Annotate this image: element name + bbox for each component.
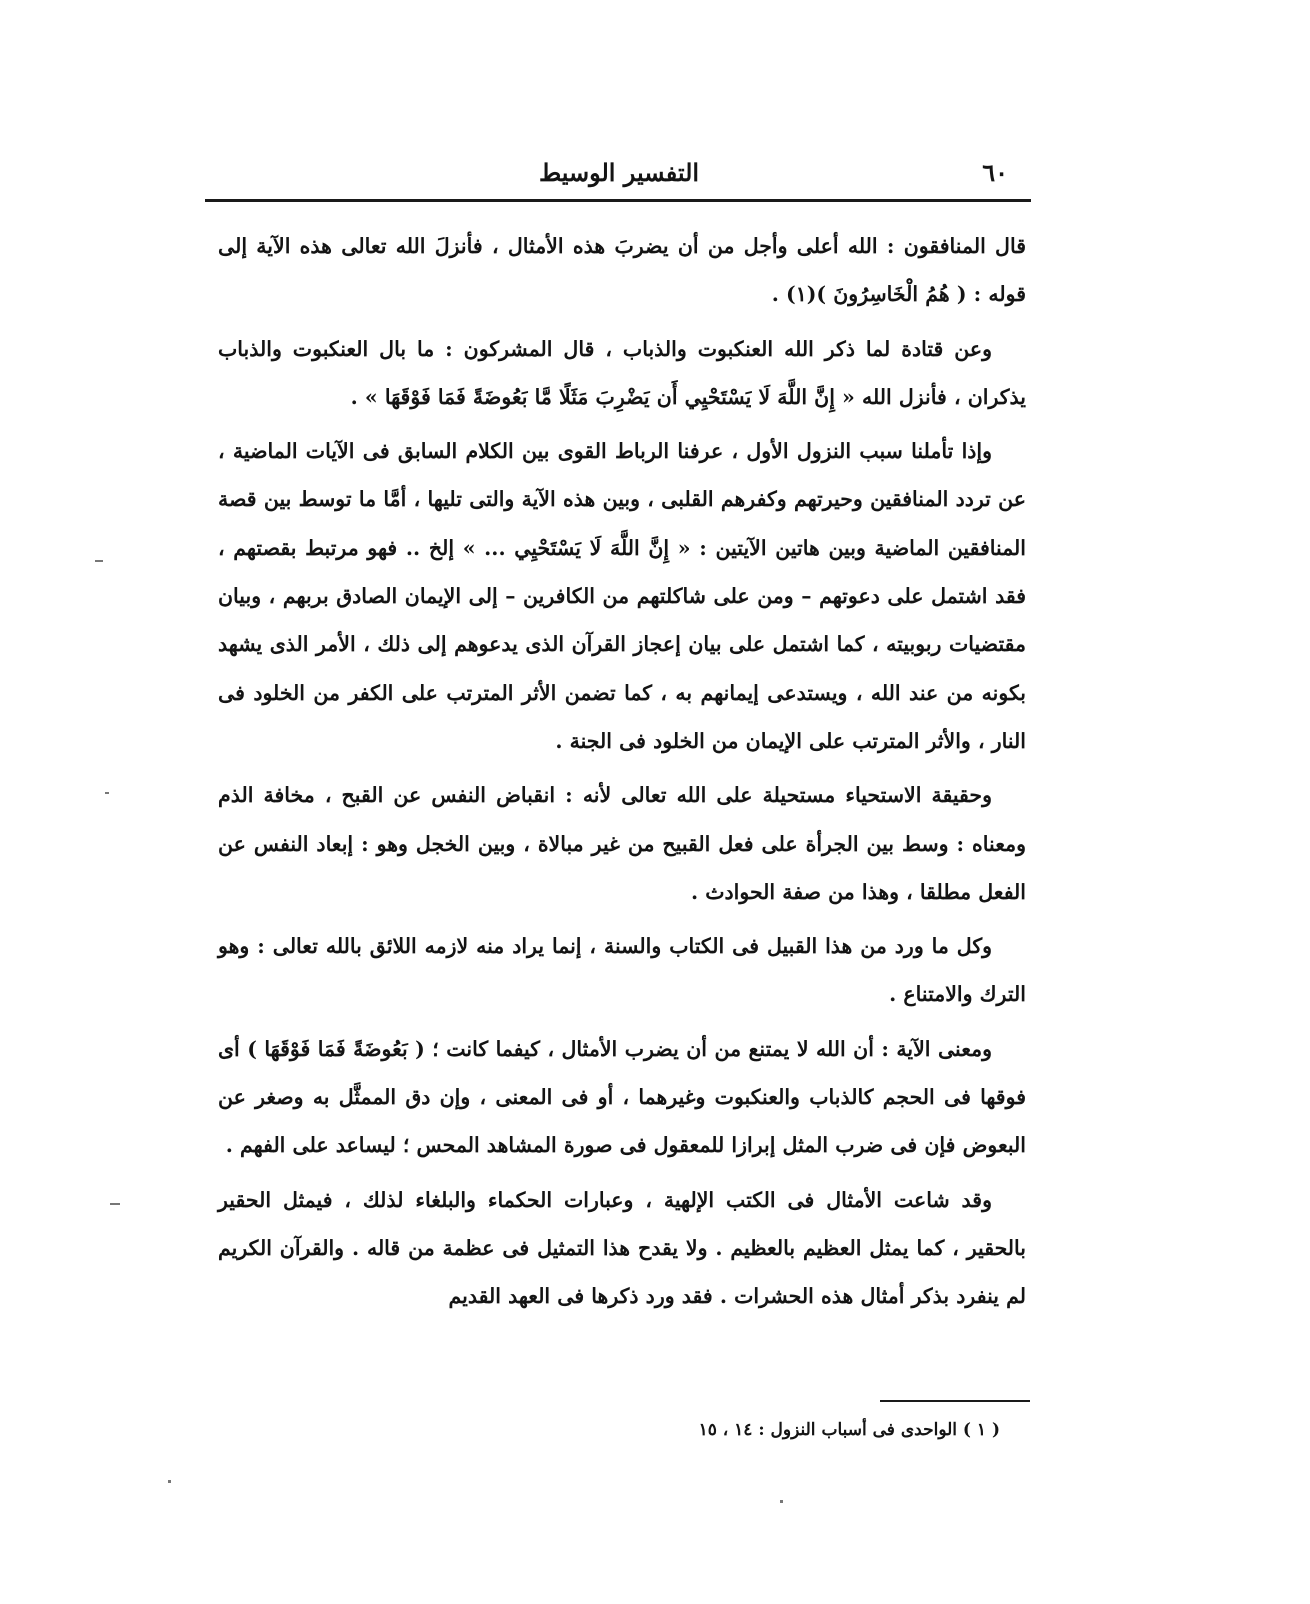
page-header — [210, 158, 1028, 198]
running-title: التفسير الوسيط — [538, 158, 700, 187]
scan-speck — [110, 1203, 120, 1205]
footnote-rule — [880, 1400, 1030, 1402]
scan-speck — [95, 560, 103, 562]
header-rule — [205, 199, 1031, 202]
paragraph: ومعنى الآية : أن الله لا يمتنع من أن يضرب الأمثال ، كيفما كانت ؛ ( بَعُوضَةً فَمَا فَوْقَهَا ) أى فوقها فى الحجم كالذباب والعنكبوت وغيرهما ، أو فى المعنى ، وإن دق الممثَّل به وصغر عن البعوض فإن فى ضرب المثل إبرازا للمعقول فى صورة المشاهد المحس ؛ ليساعد على الفهم . — [218, 1036, 1026, 1158]
scan-speck — [105, 792, 109, 794]
paragraph: وكل ما ورد من هذا القبيل فى الكتاب والسنة ، إنما يراد منه لازمه اللائق بالله تعالى : وهو الترك والامتناع . — [218, 934, 1026, 1007]
scan-speck — [168, 1480, 171, 1483]
paragraph: وقد شاعت الأمثال فى الكتب الإلهية ، وعبارات الحكماء والبلغاء لذلك ، فيمثل الحقير بالحقير ، كما يمثل العظيم بالعظيم . ولا يقدح هذا التمثيل فى عظمة من قاله . والقرآن الكريم لم ينفرد بذكر أمثال هذه الحشرات . فقد ورد ذكرها فى العهد القديم — [218, 1187, 1026, 1309]
paragraph: وإذا تأملنا سبب النزول الأول ، عرفنا الرباط القوى بين الكلام السابق فى الآيات الماضية ، عن تردد المنافقين وحيرتهم وكفرهم القلبى ، وبين هذه الآية والتى تليها ، أمَّا ما توسط بين قصة المنافقين الماضية وبين هاتين الآيتين : « إِنَّ اللَّهَ لَا يَسْتَحْيِي ... » إلخ .. فهو مرتبط بقصتهم ، فقد اشتمل على دعوتهم – ومن على شاكلتهم من الكافرين – إلى الإيمان الصادق بربهم ، وبيان مقتضيات ربوبيته ، كما اشتمل على بيان إعجاز القرآن الذى يدعوهم إلى ذلك ، الأمر الذى يشهد بكونه من عند الله ، ويستدعى إيمانهم به ، كما تضمن الأثر المترتب على الكفر من الخلود فى النار ، والأثر المترتب على الإيمان من الخلود فى الجنة . — [218, 439, 1026, 753]
body-text — [218, 222, 1026, 1327]
scan-speck — [780, 1500, 783, 1503]
footnote: ( ١ ) الواحدى فى أسباب النزول : ١٤ ، ١٥ — [698, 1420, 1000, 1440]
page-number: ٦٠ — [982, 158, 1008, 187]
paragraph: وعن قتادة لما ذكر الله العنكبوت والذباب ، قال المشركون : ما بال العنكبوت والذباب يذكران ، فأنزل الله « إِنَّ اللَّهَ لَا يَسْتَحْيِي أَن يَضْرِبَ مَثَلًا مَّا بَعُوضَةً فَمَا فَوْقَهَا » . — [218, 336, 1026, 409]
paragraph: قال المنافقون : الله أعلى وأجل من أن يضربَ هذه الأمثال ، فأنزلَ الله تعالى هذه الآية إلى قوله : ( هُمُ الْخَاسِرُونَ )(١) . — [218, 234, 1026, 307]
paragraph: وحقيقة الاستحياء مستحيلة على الله تعالى لأنه : انقباض النفس عن القبح ، مخافة الذم ومعناه : وسط بين الجرأة على فعل القبيح من غير مبالاة ، وبين الخجل وهو : إبعاد النفس عن الفعل مطلقا ، وهذا من صفة الحوادث . — [218, 783, 1026, 904]
